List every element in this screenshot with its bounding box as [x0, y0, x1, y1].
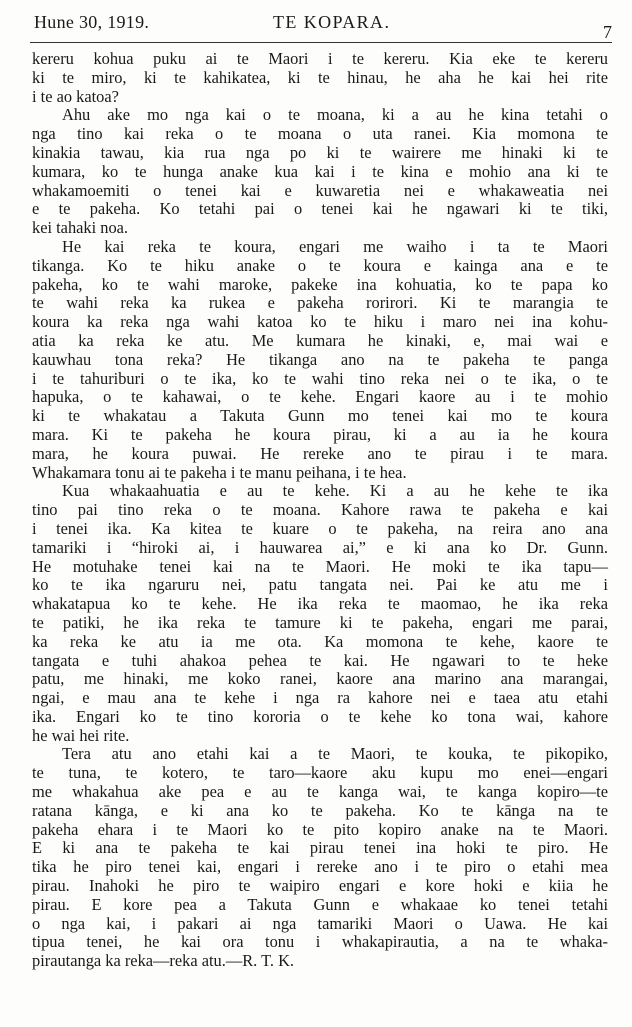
text-line: Ahu ake mo nga kai o te moana, ki a au he kina tetahi o: [62, 105, 608, 125]
text-line: te wahi reka ka rukea e pakeha rorirori. Ki te marangia te: [32, 293, 608, 313]
text-line: pakeha, ko te wahi maroke, pakeke ina kohuatia, ko te papa ko: [32, 274, 608, 294]
text-line: e te pakeha. Ko tetahi pai o tenei kai he ngawari ki te tiki,: [32, 199, 608, 219]
text-line: He motuhake tenei kai na te Maori. He moki te ika tapu—: [32, 556, 608, 576]
text-line: tamariki i “hiroki ai, i hauwarea ai,” e ki ana ko Dr. Gunn.: [32, 537, 608, 557]
text-line: ko te ika ngaruru nei, patu tangata nei. Pai ke atu me i: [32, 575, 608, 595]
paragraph: [32, 745, 608, 971]
text-line: kauwhau tona reka? He tikanga ano na te pakeha te panga: [32, 349, 608, 369]
text-line: whakamoemiti o tenei kai e kuwaretia nei e whakaweatia nei: [32, 180, 608, 200]
text-line: me whakahua ake pea e au te kanga wai, te kanga kopiro—te: [32, 782, 608, 802]
page-header: [30, 6, 612, 40]
text-line: kei tahaki noa.: [32, 218, 129, 238]
text-line: E ki ana te pakeha te kai pirau tenei ina hoki te piro. He: [32, 838, 608, 858]
text-line: te patiki, he ika reka te tamure ki te pakeha, engari me parai,: [32, 612, 608, 632]
text-line: ka reka ke atu ia me ota. Ka momona te kehe, kaore te: [32, 631, 608, 651]
text-line: koura ka reka nga wahi katoa ko te hiku i maro nei ina kohu-: [32, 312, 608, 332]
text-line: ki te miro, ki te kahikatea, ki te hinau, he aha he kai hei rite: [32, 67, 608, 87]
text-line: ngai, e mau ana te kehe i nga ra kahore nei e taea atu etahi: [32, 688, 608, 708]
paragraph: [32, 50, 608, 106]
text-line: pakeha ehara i te Maori ko te pito kopiro anake na te Maori.: [32, 819, 608, 839]
text-line: tino pai tino reka o te moana. Kahore rawa te pakeha e kai: [32, 500, 608, 520]
text-line: Tera atu ano etahi kai a te Maori, te kouka, te pikopiko,: [62, 744, 608, 764]
text-line: kereru kohua puku ai te Maori i te kereru. Kia eke te kereru: [32, 49, 608, 68]
text-line: patu, me hinaki, me koko ranei, kaore ana marino ana marangai,: [32, 669, 608, 689]
text-line: tangata e tuhi ahakoa pehea te kai. He ngawari to te heke: [32, 650, 608, 670]
text-line: atia ka reka ke atu. Me kumara he kinaki, e, mai wai e: [32, 330, 608, 350]
text-line: kinakia tawau, kia rua nga po ki te wairere me hinaki ki te: [32, 142, 608, 162]
text-line: i tenei ika. Ka kitea te kuare o te pakeha, na reira ano ana: [32, 518, 608, 538]
text-line: tipua tenei, he kai ora tonu i whakapirautia, a na te whaka-: [32, 932, 608, 952]
text-line: kumara, ko te hunga anake kua kai i te kina e mohio ana ki te: [32, 161, 608, 181]
text-line: mara, he koura puwai. He rereke ano te pirau i te mara.: [32, 443, 608, 463]
text-line: Whakamara tonu ai te pakeha i te manu peihana, i te hea.: [32, 462, 407, 482]
text-line: o nga kai, i pakari ai nga tamariki Maori o Uawa. He kai: [32, 913, 608, 933]
text-line: i te ao katoa?: [32, 86, 119, 106]
header-rule: [30, 42, 612, 43]
text-line: Kua whakaahuatia e au te kehe. Ki a au he kehe te ika: [62, 481, 608, 501]
text-line: ki te whakatau a Takuta Gunn mo tenei kai mo te koura: [32, 406, 608, 426]
page-number: 7: [603, 22, 612, 42]
header-title: TE KOPARA.: [273, 12, 391, 32]
text-line: ika. Engari ko te tino kororia o te kehe ko tona wai, kahore: [32, 706, 608, 726]
header-date: Hune 30, 1919.: [34, 12, 150, 32]
text-line: te tuna, te kotero, te taro—kaore aku kupu mo enei—engari: [32, 763, 608, 783]
text-line: hapuka, o te kahawai, o te kehe. Engari kaore au i te mohio: [32, 387, 608, 407]
text-line: pirautanga ka reka—reka atu.—R. T. K.: [32, 951, 295, 971]
text-line: he wai hei rite.: [32, 725, 130, 745]
text-line: pirau. Inahoki he piro te waipiro engari e kore hoki e kiia he: [32, 876, 608, 896]
text-line: whakatapua ko te kehe. He ika reka te maomao, he ika reka: [32, 594, 608, 614]
paragraph: [32, 106, 608, 238]
article-body: [32, 50, 608, 971]
text-line: nga tino kai reka o te moana o uta ranei. Kia momona te: [32, 124, 608, 144]
text-line: He kai reka te koura, engari me waiho i ta te Maori: [62, 236, 608, 256]
text-line: mara. Ki te pakeha he koura pirau, ki a au ia he koura: [32, 424, 608, 444]
text-line: pirau. E kore pea a Takuta Gunn e whakaae ko tenei tetahi: [32, 894, 608, 914]
paragraph: [32, 482, 608, 745]
text-line: i te tahuriburi o te ika, ko te wahi tino reka nei o te ika, o te: [32, 368, 608, 388]
text-line: tikanga. Ko te hiku anake o te koura e kainga ana e te: [32, 255, 608, 275]
paragraph: [32, 238, 608, 482]
text-line: tika he piro tenei kai, engari i rereke ano i te piro o etahi mea: [32, 857, 608, 877]
text-line: ratana kānga, e ki ana ko te pakeha. Ko te kānga na te: [32, 800, 608, 820]
